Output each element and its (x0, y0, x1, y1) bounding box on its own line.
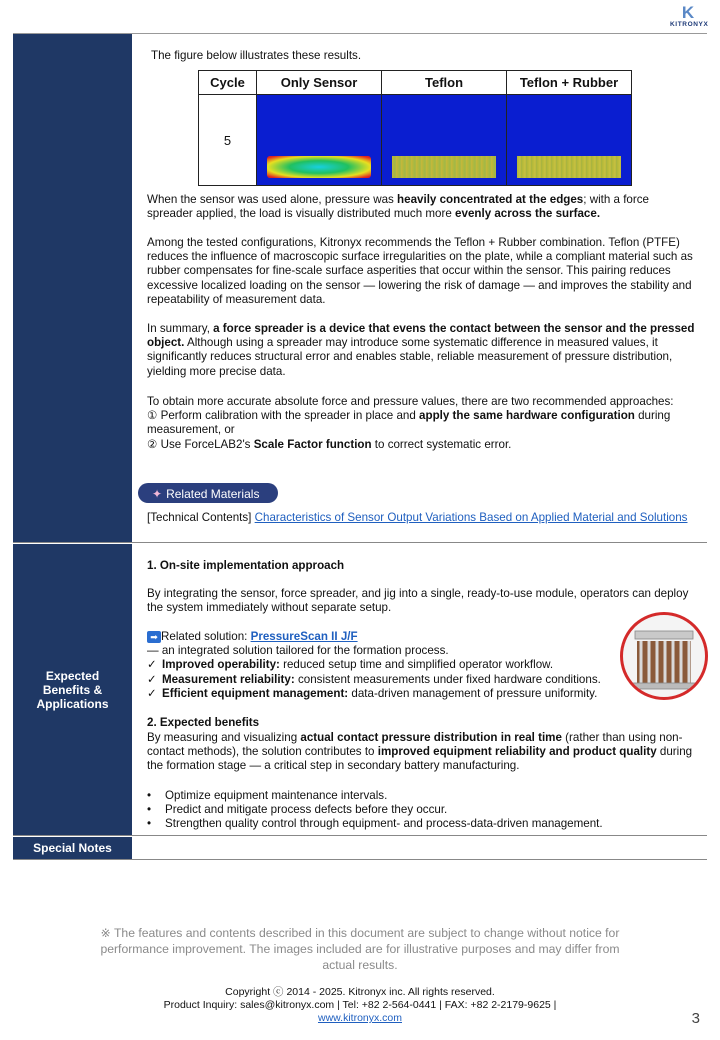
check-item: ✓ Improved operability: reduced setup time and simplified operator workflow. (147, 658, 554, 672)
check-item: ✓ Measurement reliability: consistent measurements under fixed hardware conditions. (147, 672, 601, 686)
side-cell-benefits: Expected Benefits & Applications (13, 544, 132, 835)
row-divider (13, 835, 707, 836)
paragraph-approaches: To obtain more accurate absolute force and pressure values, there are two recommended approaches: ① Perform calibration with the spreader in place and apply the same hardware configuration during measurement, or ② Use ForceLAB2's Scale Factor function to correct systematic error. (147, 395, 674, 451)
website-link[interactable]: www.kitronyx.com (317, 1012, 402, 1024)
results-table (198, 70, 632, 186)
logo-text: KITRONYX (670, 21, 709, 28)
check-item: ✓ Efficient equipment management: data-driven management of pressure uniformity. (147, 686, 598, 700)
related-link-line: [Technical Contents] Characteristics of Sensor Output Variations Based on Applied Material and Solutions (147, 511, 688, 524)
row-divider (13, 542, 707, 543)
side-cell-blank (13, 34, 132, 542)
heatmap-teflon-rubber (507, 95, 632, 186)
check-icon: ✓ (147, 686, 157, 700)
cycle-value: 5 (199, 95, 257, 186)
product-illustration (620, 612, 708, 700)
logo-mark: K (681, 3, 695, 22)
page-number: 3 (691, 1010, 700, 1027)
section1-heading: 1. On-site implementation approach (147, 559, 345, 572)
table-header: Only Sensor (257, 71, 382, 95)
footer-contact: Copyright ⓒ 2014 - 2025. Kitronyx inc. All rights reserved. Product Inquiry: sales@kitronyx.com | Tel: +82 2-564-0441 | FAX: +82 2-2179-9625 | www.kitronyx.com (163, 986, 557, 1024)
technical-contents-link[interactable]: Characteristics of Sensor Output Variations Based on Applied Material and Solutions (254, 511, 688, 524)
section2-paragraph: By measuring and visualizing actual contact pressure distribution in real time (rather than using non-contact methods), the solution contributes to improved equipment reliability and product quality during the formation stage — a critical step in secondary battery manufacturing. (147, 731, 693, 773)
section2-heading: 2. Expected benefits (147, 716, 260, 729)
related-materials-badge: ✦ Related Materials (138, 483, 278, 503)
check-icon: ✓ (147, 672, 157, 686)
table-header: Teflon + Rubber (507, 71, 632, 95)
list-item: • Predict and mitigate process defects before they occur. (147, 803, 448, 817)
solution-block: ➡ Related solution: PressureScan II J/F — an integrated solution tailored for the formation process. ✓ Improved operability: reduced setup time and simplified operator workflow. ✓ Measurement reliability: consistent measurements under fixed hardware conditions. ✓ Efficient equipment management: data-driven management of pressure uniformity. (147, 630, 617, 701)
arrow-right-icon: ➡ (147, 631, 161, 643)
side-cell-notes: Special Notes (13, 837, 132, 859)
intro-text: The figure below illustrates these results. (151, 49, 362, 62)
list-item: • Optimize equipment maintenance intervals. (147, 789, 388, 802)
row-divider (13, 859, 707, 860)
sparkle-icon: ✦ (152, 486, 163, 501)
disclaimer-note: ※ The features and contents described in this document are subject to change without notice for performance improvement. The images included are for illustrative purposes and may differ from actual results. (100, 926, 620, 972)
paragraph-recommendation: Among the tested configurations, Kitronyx recommends the Teflon + Rubber combination. Teflon (PTFE) reduces the influence of macroscopic surface irregularities on the plate, while a compliant material such as rubber compensates for fine-scale surface asperities that occur within the sensor. This pairing reduces excessive localized loading on the sensor — lowering the risk of damage — and improves the stability and repeatability of measurement data. (147, 236, 693, 306)
check-icon: ✓ (147, 658, 157, 672)
heatmap-teflon (382, 95, 507, 186)
paragraph-summary: In summary, a force spreader is a device that evens the contact between the sensor and the pressed object. Although using a spreader may introduce some systematic difference in measured values, it significantly reduces structural error and enables stable, reliable measurement of pressure distribution, yielding more precise data. (147, 322, 695, 378)
list-item: • Strengthen quality control through equipment- and process-data-driven management. (147, 817, 603, 831)
heatmap-only-sensor (257, 95, 382, 186)
benefit-list (147, 789, 697, 832)
pressurescan-link[interactable]: PressureScan II J/F (250, 630, 358, 643)
paragraph-edges: When the sensor was used alone, pressure was heavily concentrated at the edges; with a force spreader applied, the load is visually distributed much more evenly across the surface. (147, 193, 649, 221)
section1-paragraph: By integrating the sensor, force spreader, and jig into a single, ready-to-use module, operators can deploy the system immediately without separate setup. (147, 587, 689, 615)
kitronyx-logo (670, 3, 709, 28)
table-header: Cycle (199, 71, 257, 95)
table-header: Teflon (382, 71, 507, 95)
